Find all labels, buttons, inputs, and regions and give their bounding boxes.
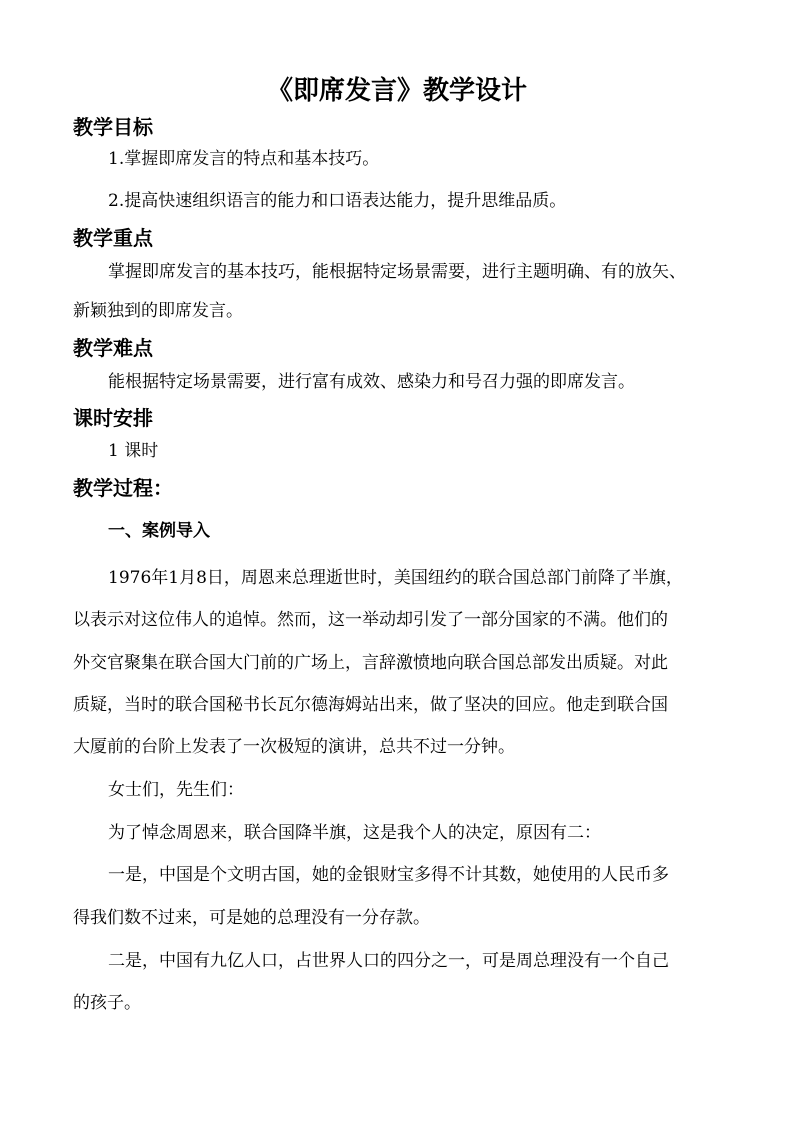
document-title: 《即席发言》教学设计 bbox=[266, 76, 527, 106]
speech-line-1: 为了悼念周恩来，联合国降半旗，这是我个人的决定，原因有二： bbox=[108, 823, 601, 843]
story-line-5: 大厦前的台阶上发表了一次极短的演讲，总共不过一分钟。 bbox=[73, 737, 515, 757]
story-line-2: 以表示对这位伟人的追悼。然而，这一举动却引发了一部分国家的不满。他们的 bbox=[73, 610, 668, 630]
speech-reason-2-line-2: 的孩子。 bbox=[73, 993, 141, 1013]
speech-reason-2-line-1: 二是，中国有九亿人口，占世界人口的四分之一，可是周总理没有一个自己 bbox=[108, 951, 669, 971]
key-points-line-2: 新颖独到的即席发言。 bbox=[73, 301, 243, 321]
schedule-text: 1 课时 bbox=[108, 441, 159, 461]
story-line-1: 1976年1月8日，周恩来总理逝世时，美国纽约的联合国总部门前降了半旗， bbox=[108, 568, 683, 588]
key-points-line-1: 掌握即席发言的基本技巧，能根据特定场景需要，进行主题明确、有的放矢、 bbox=[108, 262, 686, 282]
difficulties-text: 能根据特定场景需要，进行富有成效、感染力和号召力强的即席发言。 bbox=[108, 372, 635, 392]
speech-reason-1-line-2: 得我们数不过来，可是她的总理没有一分存款。 bbox=[73, 908, 430, 928]
speech-greeting: 女士们，先生们： bbox=[108, 780, 244, 800]
story-line-3: 外交官聚集在联合国大门前的广场上，言辞激愤地向联合国总部发出质疑。对此 bbox=[73, 653, 668, 673]
objective-item-1: 1.掌握即席发言的特点和基本技巧。 bbox=[108, 149, 380, 169]
speech-reason-1-line-1: 一是，中国是个文明古国，她的金银财宝多得不计其数，她使用的人民币多 bbox=[108, 865, 669, 885]
objective-item-2: 2.提高快速组织语言的能力和口语表达能力，提升思维品质。 bbox=[108, 191, 567, 211]
heading-process: 教学过程： bbox=[73, 476, 173, 500]
heading-difficulties: 教学难点 bbox=[73, 336, 153, 360]
heading-schedule: 课时安排 bbox=[73, 406, 153, 430]
process-subheading: 一、案例导入 bbox=[108, 521, 210, 541]
story-line-4: 质疑，当时的联合国秘书长瓦尔德海姆站出来，做了坚决的回应。他走到联合国 bbox=[73, 695, 668, 715]
heading-key-points: 教学重点 bbox=[73, 226, 153, 250]
heading-objectives: 教学目标 bbox=[73, 115, 153, 139]
